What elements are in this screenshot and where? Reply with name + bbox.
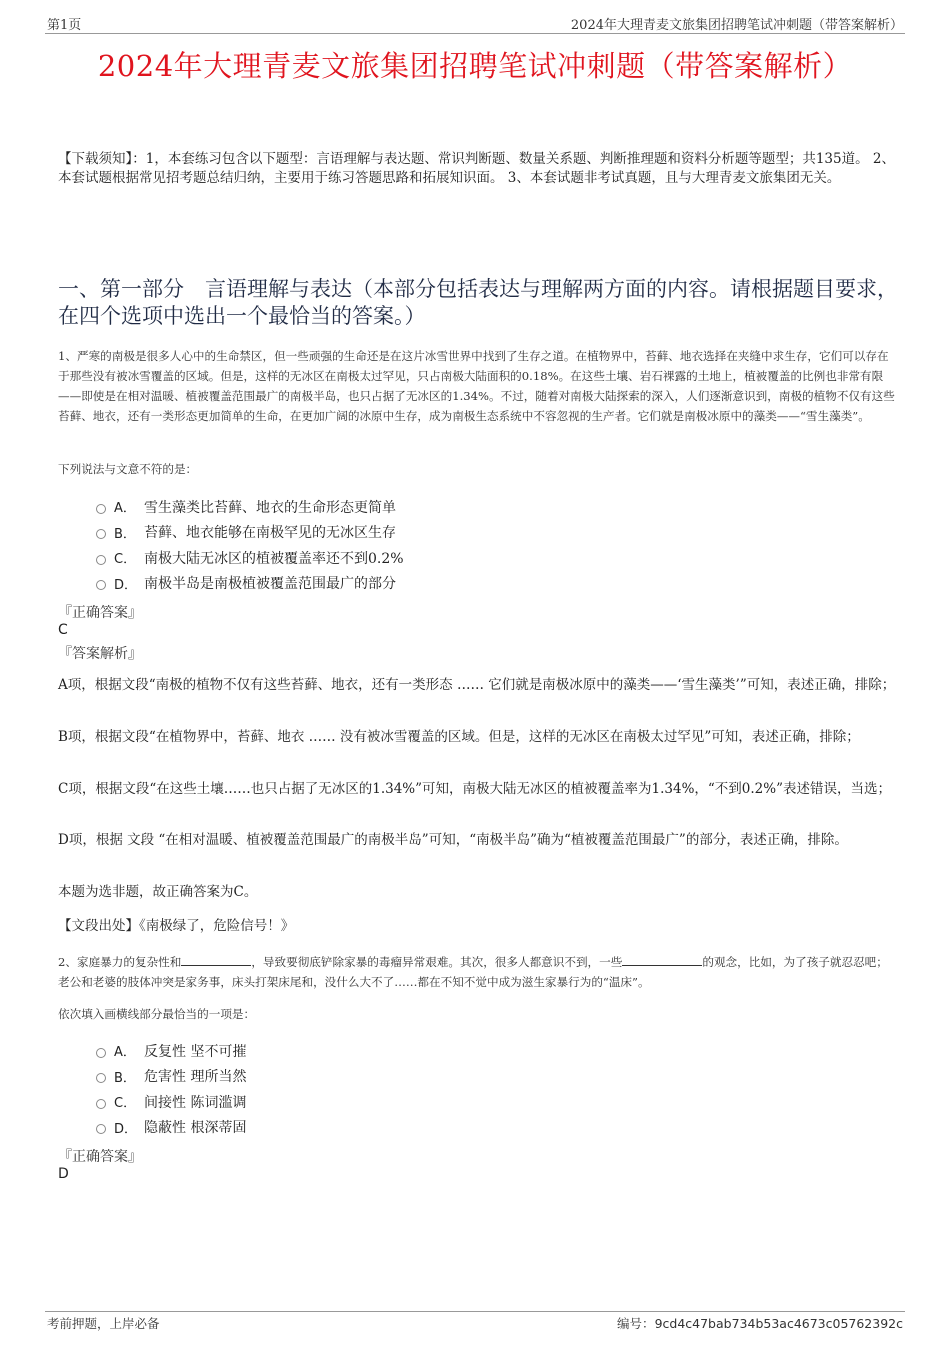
page-number: 第1页 bbox=[47, 18, 82, 33]
footer-rule bbox=[45, 1311, 905, 1312]
q1-source: 【文段出处】《南极绿了，危险信号！》 bbox=[58, 918, 295, 934]
q2-passage: 2、家庭暴力的复杂性和 ，导致要彻底铲除家暴的毒瘤异常艰难。其次，很多人都意识不到，一些 的观念，比如，为了孩子就忍忍吧；老公和老婆的肢体冲突是家务事，床头打架床尾和，没什么大不了……都在不知不觉中成为滋生家暴行为的“温床”。 bbox=[58, 952, 898, 992]
header-rule bbox=[45, 33, 905, 34]
q2-option-a[interactable]: A． 反复性 坚不可摧 bbox=[96, 1038, 856, 1064]
q2-option-b[interactable]: B． 危害性 理所当然 bbox=[96, 1064, 856, 1090]
q1-analysis-a: A项，根据文段“南极的植物不仅有这些苔藓、地衣，还有一类形态 …… 它们就是南极冰原中的藻类——‘雪生藻类’”可知，表述正确，排除； bbox=[58, 677, 896, 693]
running-header-title: 2024年大理青麦文旅集团招聘笔试冲刺题（带答案解析） bbox=[570, 18, 903, 33]
q1-analysis-d: D项，根据 文段 “在相对温暖、植被覆盖范围最广的南极半岛”可知，“南极半岛”确为“植被覆盖范围最广”的部分，表述正确，排除。 bbox=[58, 832, 848, 848]
document-title: 2024年大理青麦文旅集团招聘笔试冲刺题（带答案解析） bbox=[97, 49, 853, 83]
q1-prompt: 下列说法与文意不符的是： bbox=[58, 462, 198, 476]
q2-option-d[interactable]: D． 隐蔽性 根深蒂固 bbox=[96, 1115, 856, 1141]
radio-icon[interactable] bbox=[96, 580, 106, 590]
radio-icon[interactable] bbox=[96, 1124, 106, 1134]
blank-2 bbox=[622, 952, 702, 966]
radio-icon[interactable] bbox=[96, 529, 106, 539]
q1-analysis-label: 『答案解析』 bbox=[58, 646, 142, 662]
q1-option-b[interactable]: B． 苔藓、地衣能够在南极罕见的无冰区生存 bbox=[96, 520, 856, 546]
q2-option-c[interactable]: C． 间接性 陈词滥调 bbox=[96, 1089, 856, 1115]
radio-icon[interactable] bbox=[96, 1099, 106, 1109]
q1-conclusion: 本题为选非题，故正确答案为C。 bbox=[58, 884, 258, 900]
footer-code: 编号：9cd4c47bab734b53ac4673c05762392c bbox=[617, 1316, 903, 1331]
q1-options bbox=[96, 494, 856, 596]
document-code: 9cd4c47bab734b53ac4673c05762392c bbox=[654, 1316, 903, 1331]
q1-option-c[interactable]: C． 南极大陆无冰区的植被覆盖率还不到0.2% bbox=[96, 545, 856, 571]
radio-icon[interactable] bbox=[96, 555, 106, 565]
blank-1 bbox=[181, 952, 251, 966]
footer-slogan: 考前押题，上岸必备 bbox=[47, 1316, 160, 1331]
section-heading: 一、第一部分 言语理解与表达（本部分包括表达与理解两方面的内容。请根据题目要求，在四个选项中选出一个最恰当的答案。） bbox=[58, 277, 898, 328]
radio-icon[interactable] bbox=[96, 504, 106, 514]
q2-prompt: 依次填入画横线部分最恰当的一项是： bbox=[58, 1007, 256, 1021]
q2-options bbox=[96, 1038, 856, 1140]
q1-passage: 1、严寒的南极是很多人心中的生命禁区，但一些顽强的生命还是在这片冰雪世界中找到了生存之道。在植物界中，苔藓、地衣选择在夹缝中求生存，它们可以存在于那些没有被冰雪覆盖的区域。但是，这样的无冰区在南极太过罕见，只占南极大陆面积的0.18%。在这些土壤、岩石裸露的土地上，植被覆盖的比例也非常有限——即使是在相对温暖、植被覆盖范围最广的南极半岛，也只占据了无冰区的1.34%。不过，随着对南极大陆探索的深入，人们逐渐意识到，南极的植物不仅有这些苔藓、地衣，还有一类形态更加简单的生命，在更加广阔的冰原中生存，成为南极生态系统中不容忽视的生产者。它们就是南极冰原中的藻类——“雪生藻类”。 bbox=[58, 349, 895, 423]
radio-icon[interactable] bbox=[96, 1073, 106, 1083]
q1-answer: C bbox=[58, 622, 68, 638]
download-notice: 【下载须知】：1，本套练习包含以下题型：言语理解与表达题、常识判断题、数量关系题、判断推理题和资料分析题等题型；共135道。 2、本套试题根据常见招考题总结归纳，主要用于练习答题思路和拓展知识面。 3、本套试题非考试真题，且与大理青麦文旅集团无关。 bbox=[58, 151, 895, 186]
q1-analysis-c: C项，根据文段“在这些土壤……也只占据了无冰区的1.34%”可知，南极大陆无冰区的植被覆盖率为1.34%，“不到0.2%”表述错误，当选； bbox=[58, 781, 892, 797]
q2-answer: D bbox=[58, 1166, 69, 1182]
q2-answer-label: 『正确答案』 bbox=[58, 1149, 142, 1165]
q1-option-d[interactable]: D． 南极半岛是南极植被覆盖范围最广的部分 bbox=[96, 571, 856, 597]
q1-answer-label: 『正确答案』 bbox=[58, 605, 142, 621]
q1-option-a[interactable]: A． 雪生藻类比苔藓、地衣的生命形态更简单 bbox=[96, 494, 856, 520]
radio-icon[interactable] bbox=[96, 1048, 106, 1058]
q1-analysis-b: B项，根据文段“在植物界中，苔藓、地衣 …… 没有被冰雪覆盖的区域。但是，这样的无冰区在南极太过罕见”可知，表述正确，排除； bbox=[58, 729, 860, 745]
